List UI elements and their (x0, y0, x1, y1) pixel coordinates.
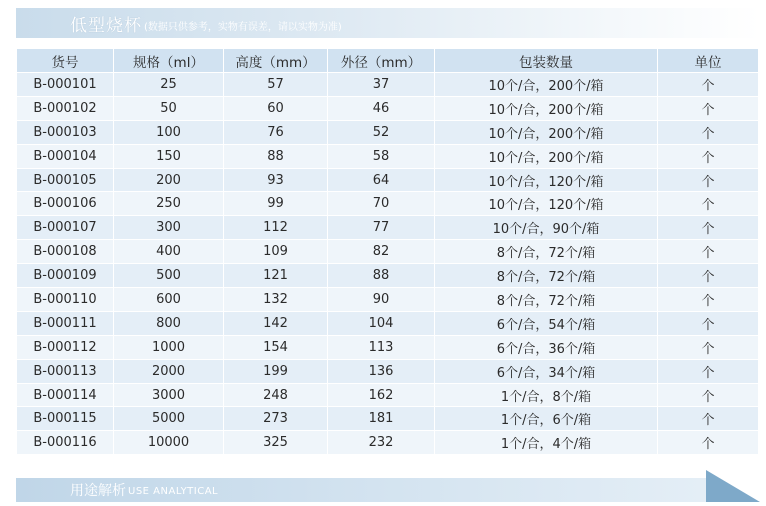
cell-capacity: 2000 (114, 359, 224, 383)
cell-outer-diameter: 181 (328, 407, 435, 431)
cell-capacity: 200 (114, 168, 224, 192)
page-title: 低型烧杯 (70, 15, 142, 36)
cell-outer-diameter: 162 (328, 383, 435, 407)
cell-height: 88 (224, 144, 328, 168)
cell-item-no: B-000114 (17, 383, 114, 407)
cell-packing: 1个/合，4个/箱 (435, 431, 658, 455)
table-row (17, 264, 759, 288)
cell-packing: 1个/合，8个/箱 (435, 383, 658, 407)
table-row (17, 407, 759, 431)
title-bar (16, 8, 760, 38)
cell-height: 99 (224, 192, 328, 216)
header-unit: 单位 (658, 49, 759, 73)
table-header-row (17, 49, 759, 73)
cell-unit: 个 (658, 335, 759, 359)
cell-height: 248 (224, 383, 328, 407)
cell-unit: 个 (658, 240, 759, 264)
cell-height: 112 (224, 216, 328, 240)
table-row (17, 192, 759, 216)
cell-unit: 个 (658, 383, 759, 407)
cell-capacity: 250 (114, 192, 224, 216)
title-note: (数据只供参考，实物有误差，请以实物为准) (144, 21, 342, 33)
cell-packing: 1个/合，6个/箱 (435, 407, 658, 431)
cell-height: 93 (224, 168, 328, 192)
table-row (17, 216, 759, 240)
cell-packing: 10个/合，90个/箱 (435, 216, 658, 240)
table-row (17, 168, 759, 192)
cell-packing: 10个/合，200个/箱 (435, 73, 658, 97)
cell-outer-diameter: 136 (328, 359, 435, 383)
cell-height: 325 (224, 431, 328, 455)
table-row (17, 359, 759, 383)
cell-height: 154 (224, 335, 328, 359)
table-row (17, 96, 759, 120)
table-row (17, 288, 759, 312)
cell-packing: 10个/合，200个/箱 (435, 144, 658, 168)
cell-height: 60 (224, 96, 328, 120)
cell-capacity: 1000 (114, 335, 224, 359)
cell-height: 132 (224, 288, 328, 312)
header-capacity: 规格（ml） (114, 49, 224, 73)
cell-capacity: 25 (114, 73, 224, 97)
cell-capacity: 500 (114, 264, 224, 288)
corner-decoration (706, 470, 760, 502)
cell-unit: 个 (658, 359, 759, 383)
cell-unit: 个 (658, 96, 759, 120)
cell-item-no: B-000115 (17, 407, 114, 431)
cell-item-no: B-000105 (17, 168, 114, 192)
cell-capacity: 50 (114, 96, 224, 120)
section-bar (16, 478, 706, 502)
cell-height: 109 (224, 240, 328, 264)
cell-height: 199 (224, 359, 328, 383)
cell-unit: 个 (658, 73, 759, 97)
cell-item-no: B-000107 (17, 216, 114, 240)
header-outer-diameter: 外径（mm） (328, 49, 435, 73)
section-title: 用途解析 (70, 483, 126, 499)
cell-packing: 10个/合，200个/箱 (435, 120, 658, 144)
table-row (17, 311, 759, 335)
cell-height: 57 (224, 73, 328, 97)
cell-capacity: 3000 (114, 383, 224, 407)
cell-item-no: B-000109 (17, 264, 114, 288)
cell-packing: 10个/合，120个/箱 (435, 192, 658, 216)
table-row (17, 335, 759, 359)
table-row (17, 383, 759, 407)
cell-capacity: 150 (114, 144, 224, 168)
table-row (17, 120, 759, 144)
cell-item-no: B-000111 (17, 311, 114, 335)
cell-packing: 8个/合，72个/箱 (435, 264, 658, 288)
cell-unit: 个 (658, 120, 759, 144)
cell-item-no: B-000116 (17, 431, 114, 455)
cell-capacity: 5000 (114, 407, 224, 431)
cell-outer-diameter: 58 (328, 144, 435, 168)
cell-item-no: B-000106 (17, 192, 114, 216)
cell-height: 76 (224, 120, 328, 144)
header-packing: 包装数量 (435, 49, 658, 73)
cell-outer-diameter: 90 (328, 288, 435, 312)
header-item-no: 货号 (17, 49, 114, 73)
cell-capacity: 600 (114, 288, 224, 312)
cell-outer-diameter: 64 (328, 168, 435, 192)
cell-capacity: 300 (114, 216, 224, 240)
cell-item-no: B-000110 (17, 288, 114, 312)
cell-unit: 个 (658, 144, 759, 168)
cell-item-no: B-000112 (17, 335, 114, 359)
cell-outer-diameter: 37 (328, 73, 435, 97)
table-row (17, 144, 759, 168)
cell-unit: 个 (658, 168, 759, 192)
spec-table (16, 48, 759, 455)
cell-unit: 个 (658, 311, 759, 335)
table-row (17, 73, 759, 97)
cell-packing: 8个/合，72个/箱 (435, 288, 658, 312)
cell-unit: 个 (658, 264, 759, 288)
cell-outer-diameter: 70 (328, 192, 435, 216)
cell-outer-diameter: 82 (328, 240, 435, 264)
cell-capacity: 100 (114, 120, 224, 144)
cell-outer-diameter: 77 (328, 216, 435, 240)
cell-unit: 个 (658, 407, 759, 431)
header-height: 高度（mm） (224, 49, 328, 73)
cell-outer-diameter: 232 (328, 431, 435, 455)
cell-unit: 个 (658, 288, 759, 312)
cell-outer-diameter: 88 (328, 264, 435, 288)
cell-item-no: B-000113 (17, 359, 114, 383)
cell-outer-diameter: 104 (328, 311, 435, 335)
section-subtitle: USE ANALYTICAL (128, 486, 219, 497)
cell-packing: 6个/合，34个/箱 (435, 359, 658, 383)
cell-unit: 个 (658, 431, 759, 455)
cell-packing: 8个/合，72个/箱 (435, 240, 658, 264)
cell-unit: 个 (658, 192, 759, 216)
cell-capacity: 10000 (114, 431, 224, 455)
cell-packing: 10个/合，200个/箱 (435, 96, 658, 120)
cell-item-no: B-000103 (17, 120, 114, 144)
cell-item-no: B-000101 (17, 73, 114, 97)
cell-height: 142 (224, 311, 328, 335)
cell-packing: 6个/合，36个/箱 (435, 335, 658, 359)
table-row (17, 240, 759, 264)
cell-height: 273 (224, 407, 328, 431)
cell-unit: 个 (658, 216, 759, 240)
cell-height: 121 (224, 264, 328, 288)
cell-packing: 10个/合，120个/箱 (435, 168, 658, 192)
cell-outer-diameter: 52 (328, 120, 435, 144)
cell-capacity: 800 (114, 311, 224, 335)
table-row (17, 431, 759, 455)
cell-capacity: 400 (114, 240, 224, 264)
cell-item-no: B-000108 (17, 240, 114, 264)
cell-outer-diameter: 113 (328, 335, 435, 359)
cell-item-no: B-000104 (17, 144, 114, 168)
cell-packing: 6个/合，54个/箱 (435, 311, 658, 335)
cell-outer-diameter: 46 (328, 96, 435, 120)
cell-item-no: B-000102 (17, 96, 114, 120)
